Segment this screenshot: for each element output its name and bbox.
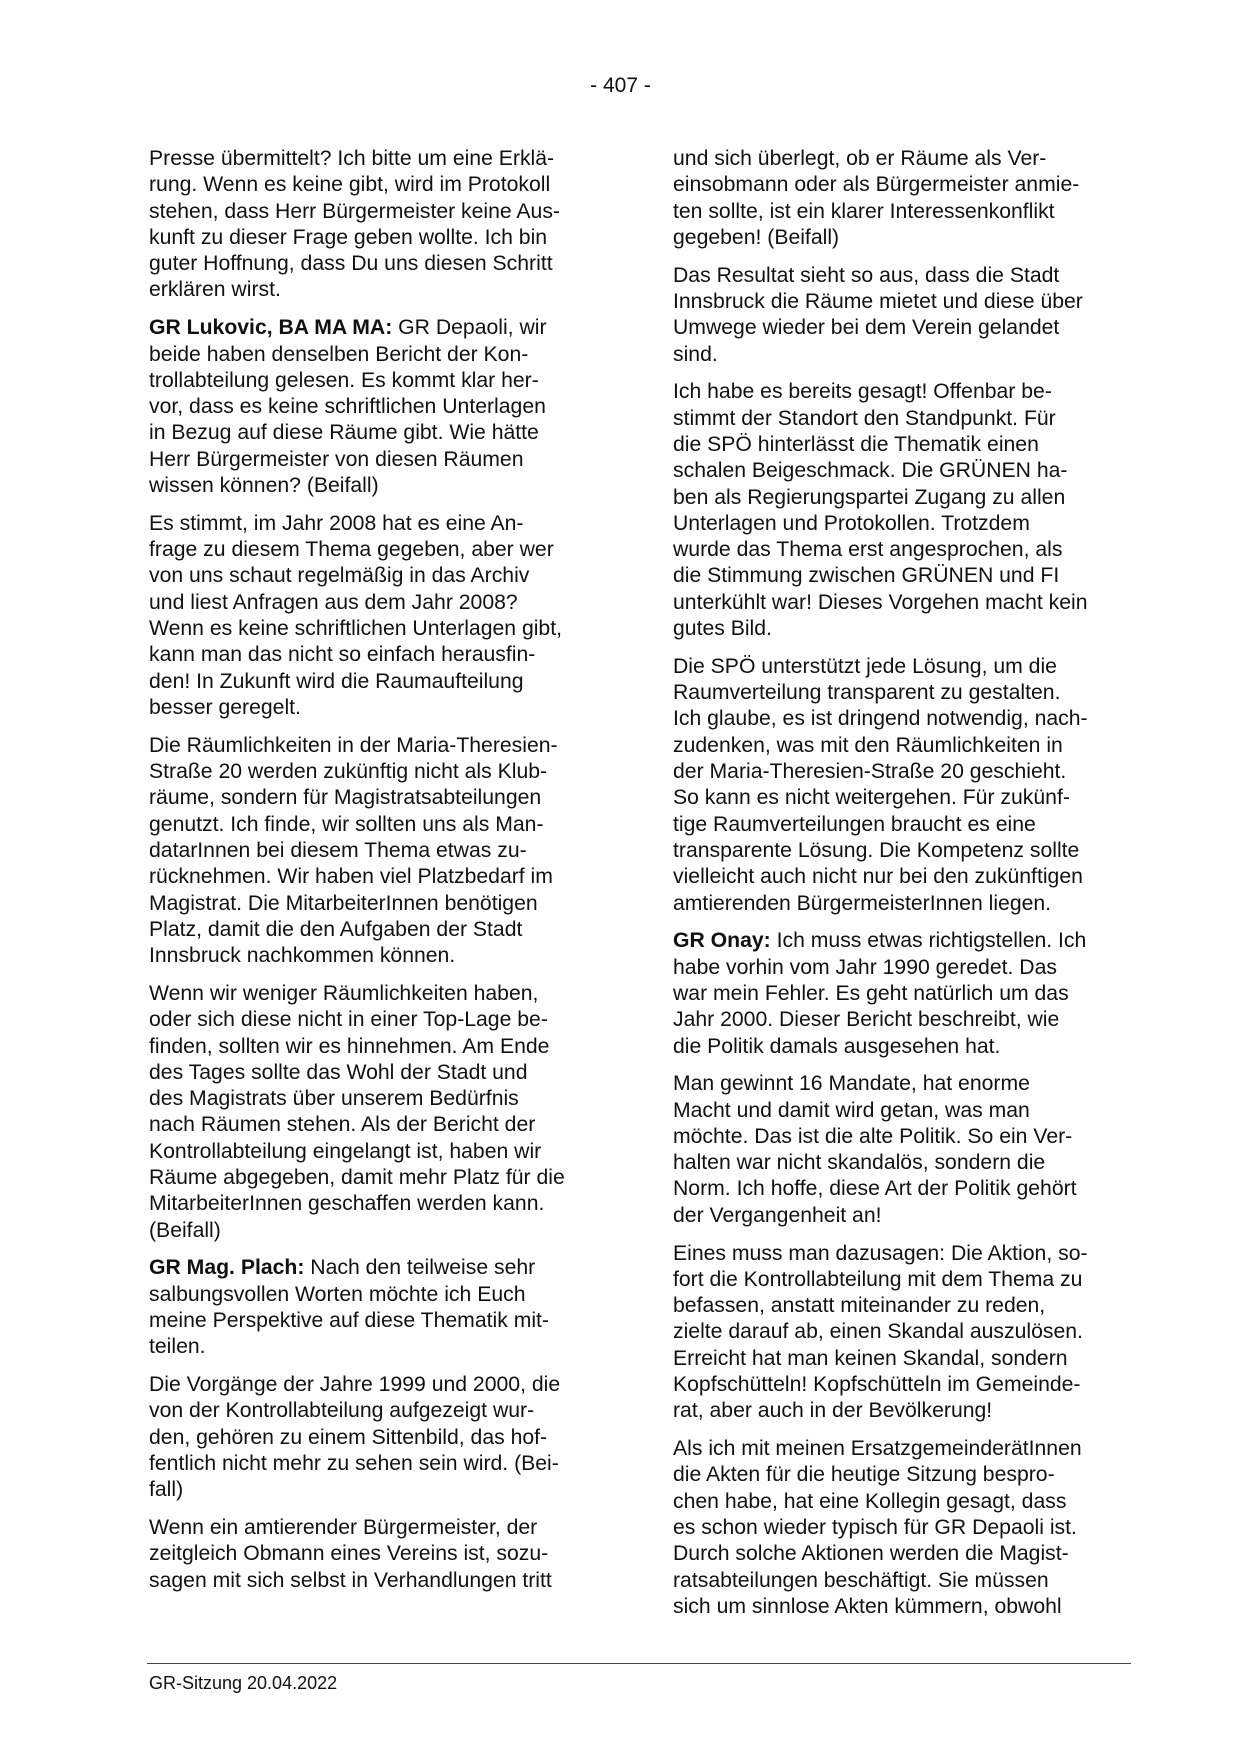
line-text: unterkühlt war! Dieses Vorgehen macht kein xyxy=(673,590,1088,614)
line-text: gutes Bild. xyxy=(673,617,772,641)
line-text: die Politik damals ausgesehen hat. xyxy=(673,1034,1001,1058)
line-text: GR Depaoli, wir xyxy=(392,316,547,340)
text-line xyxy=(673,458,1125,484)
text-line xyxy=(673,733,1125,759)
text-line xyxy=(673,590,1125,616)
text-line xyxy=(149,590,601,616)
line-text: Norm. Ich hoffe, diese Art der Politik gehört xyxy=(673,1177,1077,1201)
text-line xyxy=(149,172,601,198)
text-line xyxy=(673,1034,1125,1060)
text-line xyxy=(149,511,601,537)
line-text: oder sich diese nicht in einer Top-Lage be- xyxy=(149,1008,548,1032)
line-text: trollabteilung gelesen. Es kommt klar her- xyxy=(149,368,539,392)
line-text: Das Resultat sieht so aus, dass die Stadt xyxy=(673,263,1060,287)
line-text: guter Hoffnung, dass Du uns diesen Schritt xyxy=(149,252,553,276)
line-text: Wenn wir weniger Räumlichkeiten haben, xyxy=(149,981,539,1005)
line-text: der Maria-Theresien-Straße 20 geschieht. xyxy=(673,760,1067,784)
line-text: meine Perspektive auf diese Thematik mit- xyxy=(149,1308,549,1332)
text-line xyxy=(673,1346,1125,1372)
line-text: die Akten für die heutige Sitzung bespro- xyxy=(673,1463,1055,1487)
text-line xyxy=(149,537,601,563)
line-text: halten war nicht skandalös, sondern die xyxy=(673,1151,1046,1175)
line-text: amtierenden BürgermeisterInnen liegen. xyxy=(673,891,1052,915)
text-line xyxy=(673,785,1125,811)
text-line xyxy=(673,1241,1125,1267)
text-line xyxy=(673,1150,1125,1176)
line-text: die Stimmung zwischen GRÜNEN und FI xyxy=(673,564,1060,588)
line-text: einsobmann oder als Bürgermeister anmie- xyxy=(673,173,1080,197)
line-text: Macht und damit wird getan, was man xyxy=(673,1098,1030,1122)
text-line xyxy=(149,695,601,721)
text-line xyxy=(149,1034,601,1060)
text-line xyxy=(149,1398,601,1424)
text-line xyxy=(673,1515,1125,1541)
line-text: des Magistrats über unserem Bedürfnis xyxy=(149,1087,519,1111)
text-line xyxy=(149,1191,601,1217)
line-text: Ich glaube, es ist dringend notwendig, nach- xyxy=(673,707,1088,731)
line-text: Raumverteilung transparent zu gestalten. xyxy=(673,681,1061,705)
line-text: fort die Kontrollabteilung mit dem Thema zu xyxy=(673,1267,1083,1291)
text-line xyxy=(149,1334,601,1360)
paragraph xyxy=(673,1241,1125,1425)
line-text: wissen können? (Beifall) xyxy=(149,474,379,498)
text-line xyxy=(149,943,601,969)
line-text: von uns schaut regelmäßig in das Archiv xyxy=(149,564,530,588)
text-line xyxy=(673,891,1125,917)
line-text: und liest Anfragen aus dem Jahr 2008? xyxy=(149,590,518,614)
line-text: Es stimmt, im Jahr 2008 hat es eine An- xyxy=(149,511,524,535)
line-text: und sich überlegt, ob er Räume als Ver- xyxy=(673,147,1047,170)
line-text: Presse übermittelt? Ich bitte um eine Erklä- xyxy=(149,147,555,170)
text-line xyxy=(149,1372,601,1398)
paragraph xyxy=(673,379,1125,642)
paragraph xyxy=(673,654,1125,917)
text-line xyxy=(673,1372,1125,1398)
line-text: die SPÖ hinterlässt die Thematik einen xyxy=(673,432,1039,456)
line-text: gegeben! (Beifall) xyxy=(673,225,840,249)
line-text: teilen. xyxy=(149,1335,206,1359)
line-text: Umwege wieder bei dem Verein gelandet xyxy=(673,316,1060,340)
text-line xyxy=(673,1007,1125,1033)
line-text: Unterlagen und Protokollen. Trotzdem xyxy=(673,511,1030,535)
line-text: tige Raumverteilungen braucht es eine xyxy=(673,812,1036,836)
line-text: zielte darauf ab, einen Skandal auszulösen. xyxy=(673,1320,1083,1344)
line-text: Eines muss man dazusagen: Die Aktion, so- xyxy=(673,1241,1088,1265)
line-text: ben als Regierungspartei Zugang zu allen xyxy=(673,485,1066,509)
text-line xyxy=(673,706,1125,732)
line-text: salbungsvollen Worten möchte ich Euch xyxy=(149,1282,526,1306)
line-text: datarInnen bei diesem Thema etwas zu- xyxy=(149,838,527,862)
line-text: MitarbeiterInnen geschaffen werden kann. xyxy=(149,1192,545,1216)
line-text: besser geregelt. xyxy=(149,695,301,719)
text-line xyxy=(149,1541,601,1567)
line-text: in Bezug auf diese Räume gibt. Wie hätte xyxy=(149,421,539,445)
line-text: vor, dass es keine schriftlichen Unterlagen xyxy=(149,395,546,419)
text-line xyxy=(149,1255,601,1281)
text-line xyxy=(149,563,601,589)
text-line xyxy=(673,1124,1125,1150)
text-line xyxy=(673,616,1125,642)
text-line xyxy=(673,342,1125,368)
text-line xyxy=(149,1007,601,1033)
speaker-name: GR Lukovic, BA MA MA: xyxy=(149,316,393,340)
text-line xyxy=(673,680,1125,706)
text-line xyxy=(673,981,1125,1007)
line-text: Als ich mit meinen ErsatzgemeinderätInnen xyxy=(673,1437,1082,1461)
text-line xyxy=(673,1071,1125,1097)
text-line xyxy=(673,563,1125,589)
line-text: Die SPÖ unterstützt jede Lösung, um die xyxy=(673,654,1057,678)
line-text: es schon wieder typisch für GR Depaoli ist. xyxy=(673,1516,1077,1540)
line-text: Die Vorgänge der Jahre 1999 und 2000, die xyxy=(149,1373,561,1397)
line-text: zeitgleich Obmann eines Vereins ist, sozu- xyxy=(149,1542,549,1566)
line-text: rat, aber auch in der Bevölkerung! xyxy=(673,1399,993,1423)
line-text: den, gehören zu einem Sittenbild, das hof- xyxy=(149,1425,548,1449)
line-text: kunft zu dieser Frage geben wollte. Ich bin xyxy=(149,225,548,249)
line-text: rung. Wenn es keine gibt, wird im Protokoll xyxy=(149,173,551,197)
paragraph xyxy=(149,1255,601,1360)
text-line xyxy=(673,1436,1125,1462)
text-line xyxy=(149,642,601,668)
text-line xyxy=(673,263,1125,289)
text-line xyxy=(149,616,601,642)
line-text: Herr Bürgermeister von diesen Räumen xyxy=(149,447,524,471)
line-text: fentlich nicht mehr zu sehen sein wird. (Bei- xyxy=(149,1451,559,1475)
line-text: Durch solche Aktionen werden die Magist- xyxy=(673,1542,1069,1566)
text-line xyxy=(673,1293,1125,1319)
line-text: Magistrat. Die MitarbeiterInnen benötigen xyxy=(149,891,538,915)
text-line xyxy=(673,146,1125,172)
text-line xyxy=(673,1098,1125,1124)
line-text: nach Räumen stehen. Als der Bericht der xyxy=(149,1113,536,1137)
line-text: ten sollte, ist ein klarer Interessenkonflikt xyxy=(673,199,1055,223)
line-text: habe vorhin vom Jahr 1990 geredet. Das xyxy=(673,955,1057,979)
line-text: möchte. Das ist die alte Politik. So ein Ver- xyxy=(673,1124,1073,1148)
right-column xyxy=(673,146,1125,1632)
text-line xyxy=(149,1308,601,1334)
text-line xyxy=(673,485,1125,511)
text-line xyxy=(673,654,1125,680)
text-line xyxy=(149,891,601,917)
text-line xyxy=(673,1541,1125,1567)
text-line xyxy=(673,1594,1125,1620)
text-line xyxy=(149,1477,601,1503)
text-line xyxy=(149,785,601,811)
text-line xyxy=(149,251,601,277)
line-text: rücknehmen. Wir haben viel Platzbedarf im xyxy=(149,865,553,889)
text-line xyxy=(673,838,1125,864)
text-line xyxy=(149,1086,601,1112)
text-line xyxy=(673,1267,1125,1293)
text-line xyxy=(149,669,601,695)
text-line xyxy=(149,1515,601,1541)
line-text: der Vergangenheit an! xyxy=(673,1203,882,1227)
paragraph xyxy=(149,1515,601,1594)
text-line xyxy=(673,1568,1125,1594)
text-line xyxy=(149,225,601,251)
text-line xyxy=(149,1568,601,1594)
text-line xyxy=(673,1398,1125,1424)
text-line xyxy=(149,342,601,368)
line-text: den! In Zukunft wird die Raumaufteilung xyxy=(149,669,524,693)
text-line xyxy=(149,981,601,1007)
text-line xyxy=(673,1462,1125,1488)
text-line xyxy=(149,1425,601,1451)
text-line xyxy=(673,1203,1125,1229)
text-line xyxy=(149,1112,601,1138)
paragraph xyxy=(149,733,601,970)
text-line xyxy=(149,1139,601,1165)
text-line xyxy=(673,1319,1125,1345)
speaker-name: GR Onay: xyxy=(673,929,771,953)
text-line xyxy=(673,537,1125,563)
paragraph xyxy=(673,1071,1125,1229)
line-text: sagen mit sich selbst in Verhandlungen tritt xyxy=(149,1568,552,1592)
line-text: zudenken, was mit den Räumlichkeiten in xyxy=(673,733,1063,757)
text-line xyxy=(149,146,601,172)
line-text: Innsbruck die Räume mietet und diese über xyxy=(673,289,1083,313)
text-line xyxy=(149,315,601,341)
text-line xyxy=(149,368,601,394)
line-text: transparente Lösung. Die Kompetenz sollte xyxy=(673,838,1080,862)
text-line xyxy=(673,199,1125,225)
text-line xyxy=(149,733,601,759)
paragraph xyxy=(673,1436,1125,1620)
text-line xyxy=(673,1489,1125,1515)
text-line xyxy=(149,199,601,225)
paragraph xyxy=(149,146,601,304)
text-line xyxy=(149,864,601,890)
text-line xyxy=(673,511,1125,537)
speaker-name: GR Mag. Plach: xyxy=(149,1256,305,1280)
text-line xyxy=(149,277,601,303)
line-text: Kontrollabteilung eingelangt ist, haben wir xyxy=(149,1139,542,1163)
paragraph xyxy=(673,928,1125,1059)
text-line xyxy=(673,225,1125,251)
text-line xyxy=(149,473,601,499)
text-line xyxy=(673,955,1125,981)
line-text: von der Kontrollabteilung aufgezeigt wur- xyxy=(149,1399,535,1423)
text-line xyxy=(149,1451,601,1477)
line-text: beide haben denselben Bericht der Kon- xyxy=(149,342,529,366)
text-line xyxy=(673,289,1125,315)
page-number: - 407 - xyxy=(590,74,651,97)
text-line xyxy=(149,447,601,473)
line-text: Kopfschütteln! Kopfschütteln im Gemeinde- xyxy=(673,1373,1081,1397)
text-line xyxy=(149,394,601,420)
line-text: schalen Beigeschmack. Die GRÜNEN ha- xyxy=(673,459,1068,483)
line-text: Wenn ein amtierender Bürgermeister, der xyxy=(149,1516,538,1540)
line-text: Erreicht hat man keinen Skandal, sondern xyxy=(673,1346,1068,1370)
footer-session-date: GR-Sitzung 20.04.2022 xyxy=(149,1673,338,1693)
line-text: stehen, dass Herr Bürgermeister keine Aus- xyxy=(149,199,560,223)
line-text: Nach den teilweise sehr xyxy=(304,1256,536,1280)
line-text: sich um sinnlose Akten kümmern, obwohl xyxy=(673,1594,1062,1618)
text-line xyxy=(673,432,1125,458)
paragraph xyxy=(149,511,601,721)
text-line xyxy=(149,1282,601,1308)
line-text: frage zu diesem Thema gegeben, aber wer xyxy=(149,538,554,562)
line-text: sind. xyxy=(673,342,718,366)
line-text: des Tages sollte das Wohl der Stadt und xyxy=(149,1060,528,1084)
line-text: genutzt. Ich finde, wir sollten uns als Man- xyxy=(149,812,544,836)
paragraph xyxy=(673,146,1125,251)
text-line xyxy=(149,1060,601,1086)
line-text: Räume abgegeben, damit mehr Platz für die xyxy=(149,1165,565,1189)
line-text: Straße 20 werden zukünftig nicht als Klub- xyxy=(149,760,548,784)
line-text: So kann es nicht weitergehen. Für zukünf- xyxy=(673,786,1070,810)
text-line xyxy=(149,812,601,838)
line-text: (Beifall) xyxy=(149,1218,221,1242)
text-line xyxy=(673,812,1125,838)
left-column xyxy=(149,146,601,1605)
paragraph xyxy=(149,315,601,499)
text-line xyxy=(149,759,601,785)
line-text: Man gewinnt 16 Mandate, hat enorme xyxy=(673,1072,1030,1096)
footer-divider xyxy=(147,1663,1131,1664)
line-text: Wenn es keine schriftlichen Unterlagen gibt, xyxy=(149,617,562,641)
line-text: stimmt der Standort den Standpunkt. Für xyxy=(673,406,1056,430)
text-line xyxy=(149,838,601,864)
line-text: kann man das nicht so einfach herausfin- xyxy=(149,643,536,667)
text-line xyxy=(673,1176,1125,1202)
text-line xyxy=(673,759,1125,785)
line-text: Ich habe es bereits gesagt! Offenbar be- xyxy=(673,380,1052,404)
text-line xyxy=(673,315,1125,341)
line-text: vielleicht auch nicht nur bei den zukünftigen xyxy=(673,865,1083,889)
line-text: ratsabteilungen beschäftigt. Sie müssen xyxy=(673,1568,1049,1592)
text-line xyxy=(149,1165,601,1191)
line-text: Jahr 2000. Dieser Bericht beschreibt, wie xyxy=(673,1008,1060,1032)
text-line xyxy=(673,928,1125,954)
line-text: Ich muss etwas richtigstellen. Ich xyxy=(770,929,1087,953)
text-line xyxy=(149,1218,601,1244)
paragraph xyxy=(149,1372,601,1503)
line-text: chen habe, hat eine Kollegin gesagt, dass xyxy=(673,1489,1067,1513)
text-line xyxy=(149,420,601,446)
line-text: wurde das Thema erst angesprochen, als xyxy=(673,538,1063,562)
line-text: fall) xyxy=(149,1478,184,1502)
text-line xyxy=(673,864,1125,890)
line-text: Platz, damit die den Aufgaben der Stadt xyxy=(149,917,523,941)
paragraph xyxy=(149,981,601,1244)
text-line xyxy=(673,172,1125,198)
line-text: erklären wirst. xyxy=(149,278,281,302)
line-text: war mein Fehler. Es geht natürlich um das xyxy=(673,981,1069,1005)
line-text: Innsbruck nachkommen können. xyxy=(149,944,456,968)
text-line xyxy=(673,406,1125,432)
text-line xyxy=(673,379,1125,405)
text-line xyxy=(149,917,601,943)
line-text: räume, sondern für Magistratsabteilungen xyxy=(149,786,542,810)
line-text: finden, sollten wir es hinnehmen. Am Ende xyxy=(149,1034,550,1058)
line-text: Die Räumlichkeiten in der Maria-Theresien- xyxy=(149,733,558,757)
paragraph xyxy=(673,263,1125,368)
line-text: befassen, anstatt miteinander zu reden, xyxy=(673,1294,1046,1318)
